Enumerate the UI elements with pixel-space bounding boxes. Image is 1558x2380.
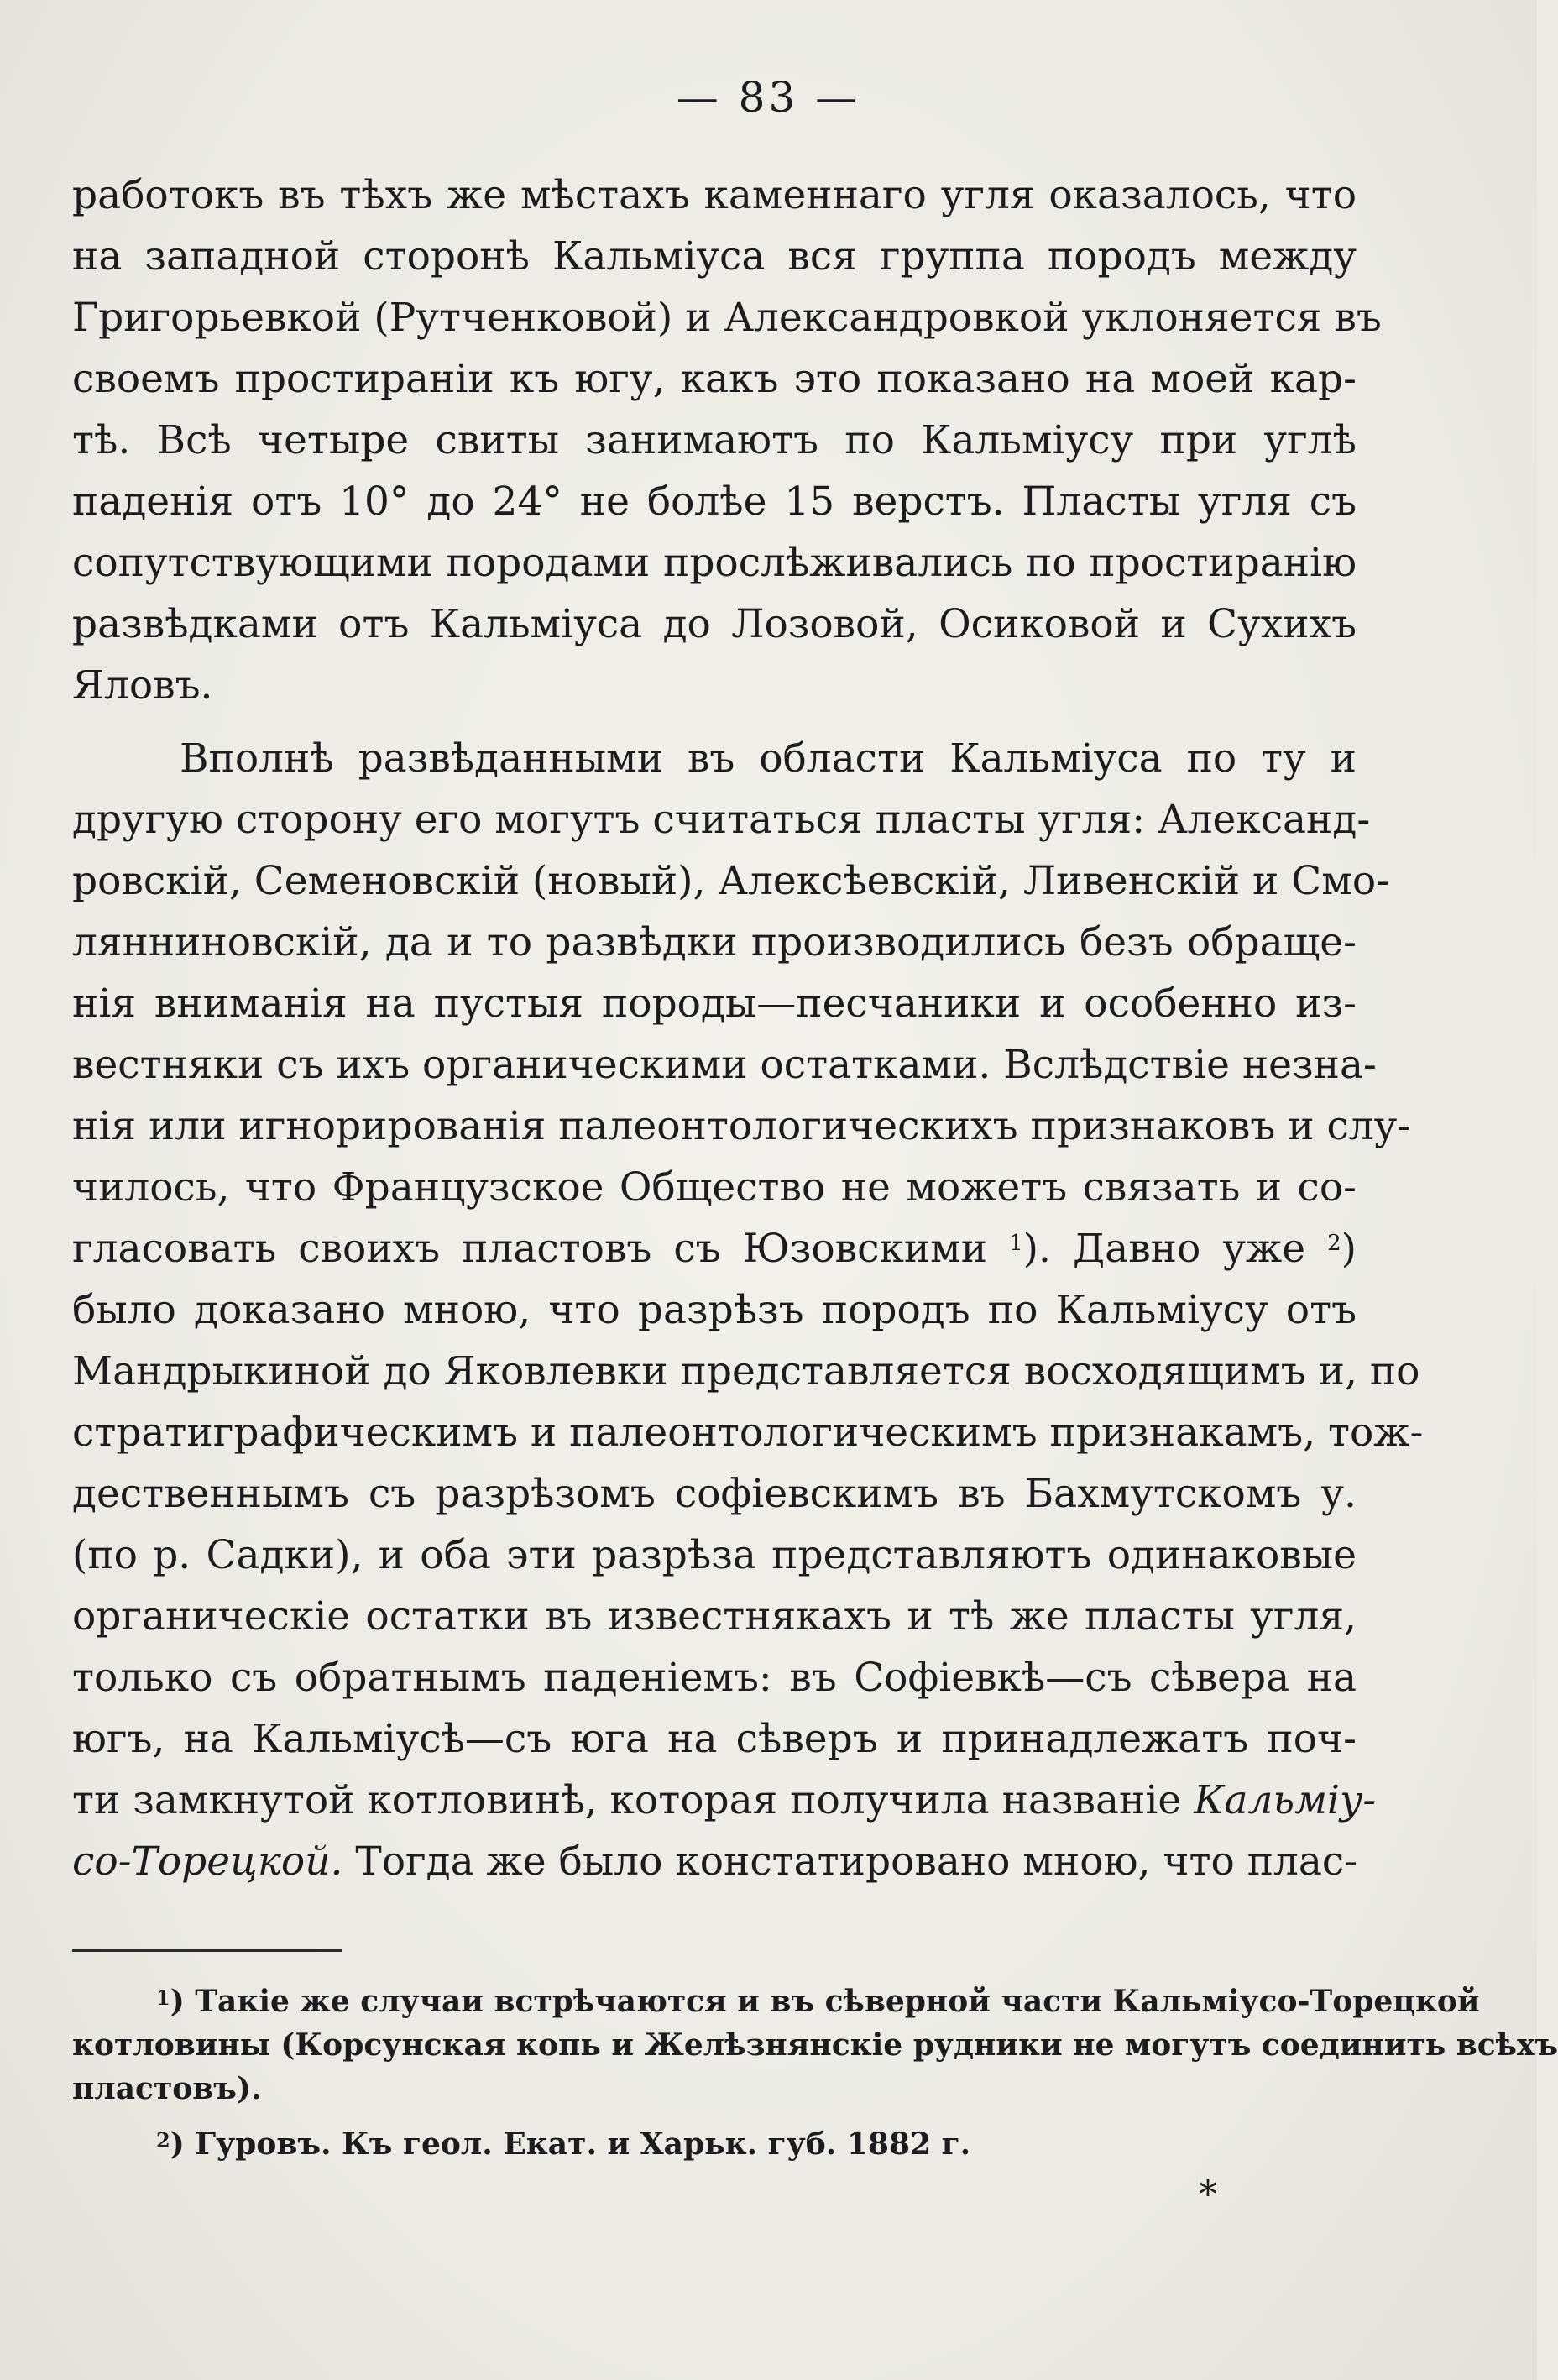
footnote-mark: 1 [156, 1985, 170, 2010]
footnote-ref-1[interactable]: 1 [1009, 1231, 1023, 1256]
footnote-1 [72, 1980, 1558, 2111]
text-line: югъ, на Кальміусѣ—съ юга на сѣверъ и принадлежатъ поч- [72, 1716, 1357, 1762]
text-segment: ) Такіе же случаи встрѣчаются и въ сѣверной части Кальміусо-Торецкой [170, 1984, 1480, 2019]
text-line: Григорьевкой (Рутченковой) и Александровкой уклоняется въ [72, 295, 1382, 341]
text-line: вестняки съ ихъ органическими остатками. Вслѣдствіе незна- [72, 1042, 1377, 1088]
text-segment: ти замкнутой котловинѣ, которая получила названіе [72, 1777, 1195, 1823]
italic-term: Кальміу- [1194, 1777, 1377, 1823]
text-line: тѣ. Всѣ четыре свиты занимаютъ по Кальміусу при углѣ [72, 417, 1357, 463]
footnote-line [72, 1980, 1480, 2023]
text-line: развѣдками отъ Кальміуса до Лозовой, Осиковой и Сухихъ [72, 601, 1357, 647]
footnote-line [72, 2122, 1357, 2166]
text-line: стратиграфическимъ и палеонтологическимъ признакамъ, тож- [72, 1410, 1424, 1456]
footnote-2 [72, 2122, 1357, 2166]
text-line [72, 1770, 1377, 1831]
text-line: Мандрыкиной до Яковлевки представляется восходящимъ и, по [72, 1348, 1420, 1394]
italic-term: со-Торецкой. [72, 1839, 343, 1885]
text-line: другую сторону его могутъ считаться пласты угля: Александ- [72, 797, 1371, 843]
footnote-divider [72, 1949, 342, 1952]
text-segment: гласовать своихъ пластовъ съ Юзовскими [72, 1226, 1010, 1272]
text-line: чилось, что Французское Общество не можетъ связать и со- [72, 1164, 1357, 1211]
paragraph-1 [72, 165, 1382, 716]
footnote-ref-2[interactable]: 2 [1327, 1231, 1341, 1256]
footnotes [72, 1980, 1558, 2166]
text-line: работокъ въ тѣхъ же мѣстахъ каменнаго угля оказалось, что [72, 172, 1357, 218]
footnote-mark: 2 [156, 2128, 170, 2152]
text-line: Вполнѣ развѣданными въ области Кальміуса по ту и [180, 735, 1357, 782]
text-segment: Тогда же было констатировано мною, что плас- [342, 1839, 1358, 1885]
text-segment: ). Давно уже [1022, 1226, 1328, 1272]
text-line: только съ обратнымъ паденіемъ: въ Софіевкѣ—съ сѣвера на [72, 1655, 1357, 1701]
paragraph-2 [72, 728, 1424, 1892]
text-line: на западной сторонѣ Кальміуса вся группа породъ между [72, 233, 1357, 280]
text-line [72, 1831, 1357, 1892]
signature-mark: * [1199, 2173, 1217, 2216]
text-line: Яловъ. [72, 662, 213, 709]
text-line: паденія отъ 10° до 24° не болѣе 15 верстъ. Пласты угля съ [72, 479, 1357, 525]
text-segment: ) Гуровъ. Къ геол. Екат. и Харьк. губ. 1882 г. [170, 2126, 971, 2162]
text-line: своемъ простираніи къ югу, какъ это показано на моей кар- [72, 356, 1357, 402]
text-line: сопутствующими породами прослѣживались по простиранію [72, 540, 1357, 586]
text-segment: ) [1341, 1226, 1357, 1272]
text-line: ровскій, Семеновскій (новый), Алексѣевскій, Ливенскій и Смо- [72, 858, 1389, 904]
page-number: — 83 — [676, 73, 861, 122]
text-line: (по р. Садки), и оба эти разрѣза представляютъ одинаковые [72, 1532, 1357, 1578]
text-line [72, 1218, 1357, 1279]
footnote-line: пластовъ). [72, 2071, 262, 2106]
text-line: нія или игнорированія палеонтологическихъ признаковъ и слу- [72, 1103, 1411, 1149]
text-line: дественнымъ съ разрѣзомъ софіевскимъ въ Бахмутскомъ у. [72, 1471, 1357, 1517]
text-line: нія вниманія на пустыя породы—песчаники и особенно из- [72, 981, 1357, 1027]
text-line: органическіе остатки въ известнякахъ и тѣ же пласты угля, [72, 1593, 1357, 1640]
text-line: лянниновскій, да и то развѣдки производились безъ обраще- [72, 919, 1357, 965]
main-text [72, 165, 1424, 1892]
text-line: было доказано мною, что разрѣзъ породъ по Кальміусу отъ [72, 1287, 1357, 1333]
footnote-line: котловины (Корсунская копь и Желѣзнянскіе рудники не могутъ соединить всѣхъ [72, 2027, 1558, 2063]
